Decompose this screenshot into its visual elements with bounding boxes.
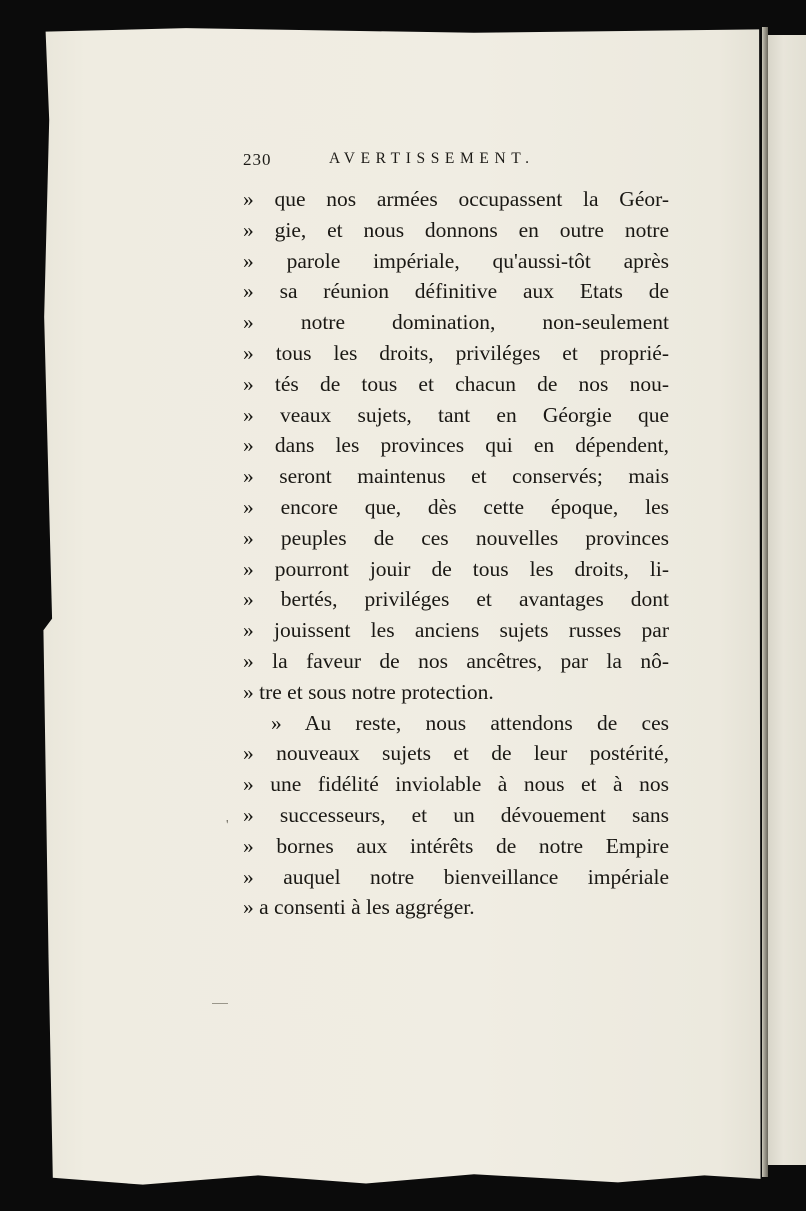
text-line-content: » sa réunion définitive aux Etats de bbox=[243, 279, 669, 304]
text-line bbox=[243, 554, 669, 585]
text-line-content: » nouveaux sujets et de leur postérité, bbox=[243, 741, 669, 766]
text-line-content: » parole impériale, qu'aussi-tôt après bbox=[243, 248, 669, 273]
text-line-content: » gie, et nous donnons en outre notre bbox=[243, 217, 669, 242]
text-line bbox=[243, 892, 669, 923]
text-line-content: » tés de tous et chacun de nos nou- bbox=[243, 371, 669, 396]
text-line bbox=[243, 677, 669, 708]
text-line-content: » encore que, dès cette époque, les bbox=[243, 494, 669, 519]
page-number: 230 bbox=[243, 150, 272, 169]
text-line-content: » a consenti à les aggréger. bbox=[243, 895, 475, 920]
text-line bbox=[243, 246, 669, 277]
text-line-content: » jouissent les anciens sujets russes par bbox=[243, 618, 669, 643]
text-line-content: » bornes aux intérêts de notre Empire bbox=[243, 833, 669, 858]
text-line bbox=[243, 307, 669, 338]
text-line-content: » dans les provinces qui en dépendent, bbox=[243, 433, 669, 458]
margin-rule bbox=[212, 1003, 228, 1004]
text-line bbox=[243, 584, 669, 615]
text-line bbox=[243, 831, 669, 862]
text-line-content: » seront maintenus et conservés; mais bbox=[243, 464, 669, 489]
text-line-content: » une fidélité inviolable à nous et à nos bbox=[243, 772, 669, 797]
text-line-content: » tous les droits, priviléges et proprié- bbox=[243, 340, 669, 365]
text-line bbox=[243, 862, 669, 893]
text-line bbox=[243, 430, 669, 461]
text-line bbox=[243, 184, 669, 215]
text-line bbox=[243, 338, 669, 369]
text-line bbox=[243, 369, 669, 400]
page-fold-shadow bbox=[762, 27, 768, 1177]
text-line-content: » notre domination, non-seulement bbox=[243, 310, 669, 335]
text-line bbox=[243, 615, 669, 646]
text-line-content: » peuples de ces nouvelles provinces bbox=[243, 525, 669, 550]
text-line-content: » successeurs, et un dévouement sans bbox=[243, 802, 669, 827]
text-line bbox=[243, 276, 669, 307]
text-line-content: » que nos armées occupassent la Géor- bbox=[243, 187, 669, 211]
text-line bbox=[243, 646, 669, 677]
text-line bbox=[243, 400, 669, 431]
text-line-content: » veaux sujets, tant en Géorgie que bbox=[243, 402, 669, 427]
text-line bbox=[243, 769, 669, 800]
text-line-content: » bertés, priviléges et avantages dont bbox=[243, 587, 669, 612]
margin-mark: ' bbox=[226, 818, 229, 833]
text-line-content: » auquel notre bienveillance impériale bbox=[243, 864, 669, 889]
body-text bbox=[243, 184, 669, 923]
text-line bbox=[243, 523, 669, 554]
text-line-content: » pourront jouir de tous les droits, li- bbox=[243, 556, 669, 581]
text-line bbox=[243, 738, 669, 769]
text-line bbox=[243, 800, 669, 831]
text-line-content: » tre et sous notre protection. bbox=[243, 679, 494, 704]
text-line-content: » Au reste, nous attendons de ces bbox=[271, 710, 669, 735]
facing-page-edge bbox=[768, 35, 806, 1165]
text-line bbox=[243, 215, 669, 246]
text-line-content: » la faveur de nos ancêtres, par la nô- bbox=[243, 648, 669, 673]
text-line bbox=[243, 492, 669, 523]
running-head: AVERTISSEMENT. bbox=[329, 150, 535, 167]
text-line bbox=[243, 461, 669, 492]
text-line bbox=[243, 708, 669, 739]
